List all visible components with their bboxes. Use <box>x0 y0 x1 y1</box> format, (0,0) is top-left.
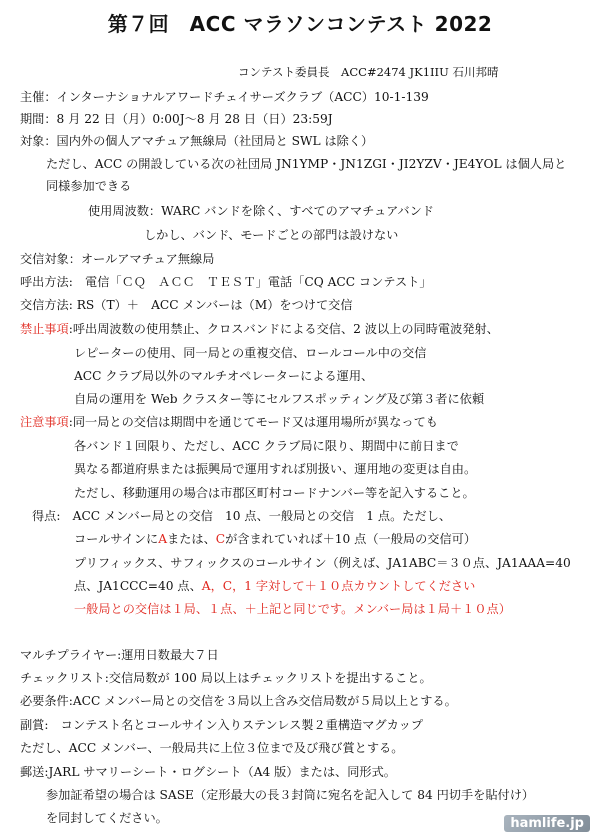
mailing-line: 郵送:JARL サマリーシート・ログシート（A4 版）または、同形式。 <box>20 765 396 779</box>
score-line: 得点: ACC メンバー局との交信 10 点、一般局との交信 1 点。ただし、 <box>32 509 452 523</box>
prohibited-line-2: レピーターの使用、同一局との重複交信、ロールコール中の交信 <box>74 346 427 360</box>
caution-line <box>20 414 438 430</box>
prohibited-label: 禁止事項 <box>20 322 69 336</box>
score-text-c: または、 <box>167 532 216 546</box>
score-line-5: 一般局との交信は１局、１点、＋上記と同じです。メンバー局は１局＋１０点） <box>74 602 511 616</box>
score-letter-c: C <box>215 532 226 546</box>
caution-line-2: 各バンド１回限り、ただし、ACC クラブ局に限り、期間中に前日まで <box>74 439 459 453</box>
target-line: 対象：国内外の個人アマチュア無線局（社団局と SWL は除く） <box>20 134 374 148</box>
caution-text: :同一局との交信は期間中を通じてモード又は運用場所が異なっても <box>68 415 438 429</box>
site-watermark: hamlife.jp <box>504 815 590 832</box>
score-bonus-note: A，C，1 字対して＋１０点カウントしてください <box>201 579 476 593</box>
prize-note-line: ただし、ACC メンバー、一般局共に上位３位まで及び飛び賞とする。 <box>20 741 404 755</box>
multiplier-line: マルチプライヤー:運用日数最大７日 <box>20 648 219 662</box>
score-line-4 <box>74 578 475 594</box>
sase-line: 参加証希望の場合は SASE（定形最大の長３封筒に宛名を記入して 84 円切手を貼付け） <box>46 788 535 802</box>
score-letter-a: A <box>158 532 168 546</box>
prohibited-text: :呼出周波数の使用禁止、クロスバンドによる交信、2 波以上の同時電波発射、 <box>68 322 499 336</box>
target-note-line: ただし、ACC の開設している次の社団局 JN1YMP・JN1ZGI・JI2YZV・JE4YOL は個人局と <box>46 157 567 171</box>
author-line: コンテスト委員長 ACC#2474 JK1IIU 石川邦晴 <box>238 65 499 79</box>
prohibited-line-3: ACC クラブ局以外のマルチオペレーターによる運用、 <box>74 369 374 383</box>
caution-line-3: 異なる都道府県または振興局で運用すれば別扱い、運用地の変更は自由。 <box>74 462 477 476</box>
prohibited-line <box>20 321 499 337</box>
calling-method-line: 呼出方法: 電信「ＣＱ ＡＣＣ ＴＥＳＴ」電話「CQ ACC コンテスト」 <box>20 275 432 289</box>
target-note-line-2: 同様参加できる <box>46 179 132 193</box>
checklist-line: チェックリスト:交信局数が 100 局以上はチェックリストを提出すること。 <box>20 671 432 685</box>
sase-line-2: を同封してください。 <box>46 811 168 825</box>
prohibited-line-4: 自局の運用を Web クラスター等にセルフスポッティング及び第３者に依頼 <box>74 392 485 406</box>
caution-label: 注意事項 <box>20 415 69 429</box>
period-line: 期間：8 月 22 日（月）0:00J～8 月 28 日（日）23:59J <box>20 112 333 126</box>
frequency-line: 使用周波数：WARC バンドを除く、すべてのアマチュアバンド <box>88 204 434 218</box>
exchange-method-line: 交信方法: RS（T）＋ ACC メンバーは（M）をつけて交信 <box>20 298 353 312</box>
frequency-note-line: しかし、バンド、モードごとの部門は設けない <box>144 228 399 242</box>
score-text-e: が含まれていれば＋10 点（一般局の交信可） <box>225 532 477 546</box>
organizer-line: 主催：インターナショナルアワードチェイサーズクラブ（ACC）10-1-139 <box>20 90 429 104</box>
score-line-2 <box>74 531 476 547</box>
page-title: 第７回 ACC マラソンコンテスト 2022 <box>107 12 493 36</box>
contact-target-line: 交信対象：オールアマチュア無線局 <box>20 252 215 266</box>
score-text-a: コールサインに <box>74 532 159 546</box>
score-line-3: プリフィックス、サフィックスのコールサイン（例えば、JA1ABC＝３０点、JA1AAA=40 <box>74 556 571 570</box>
prize-line: 副賞: コンテスト名とコールサイン入りステンレス製２重構造マグカップ <box>20 718 424 732</box>
caution-line-4: ただし、移動運用の場合は市郡区町村コードナンバー等を記入すること。 <box>74 486 475 500</box>
score-example: 点、JA1CCC=40 点、 <box>74 579 202 593</box>
requirement-line: 必要条件:ACC メンバー局との交信を３局以上含み交信局数が５局以上とする。 <box>20 694 457 708</box>
